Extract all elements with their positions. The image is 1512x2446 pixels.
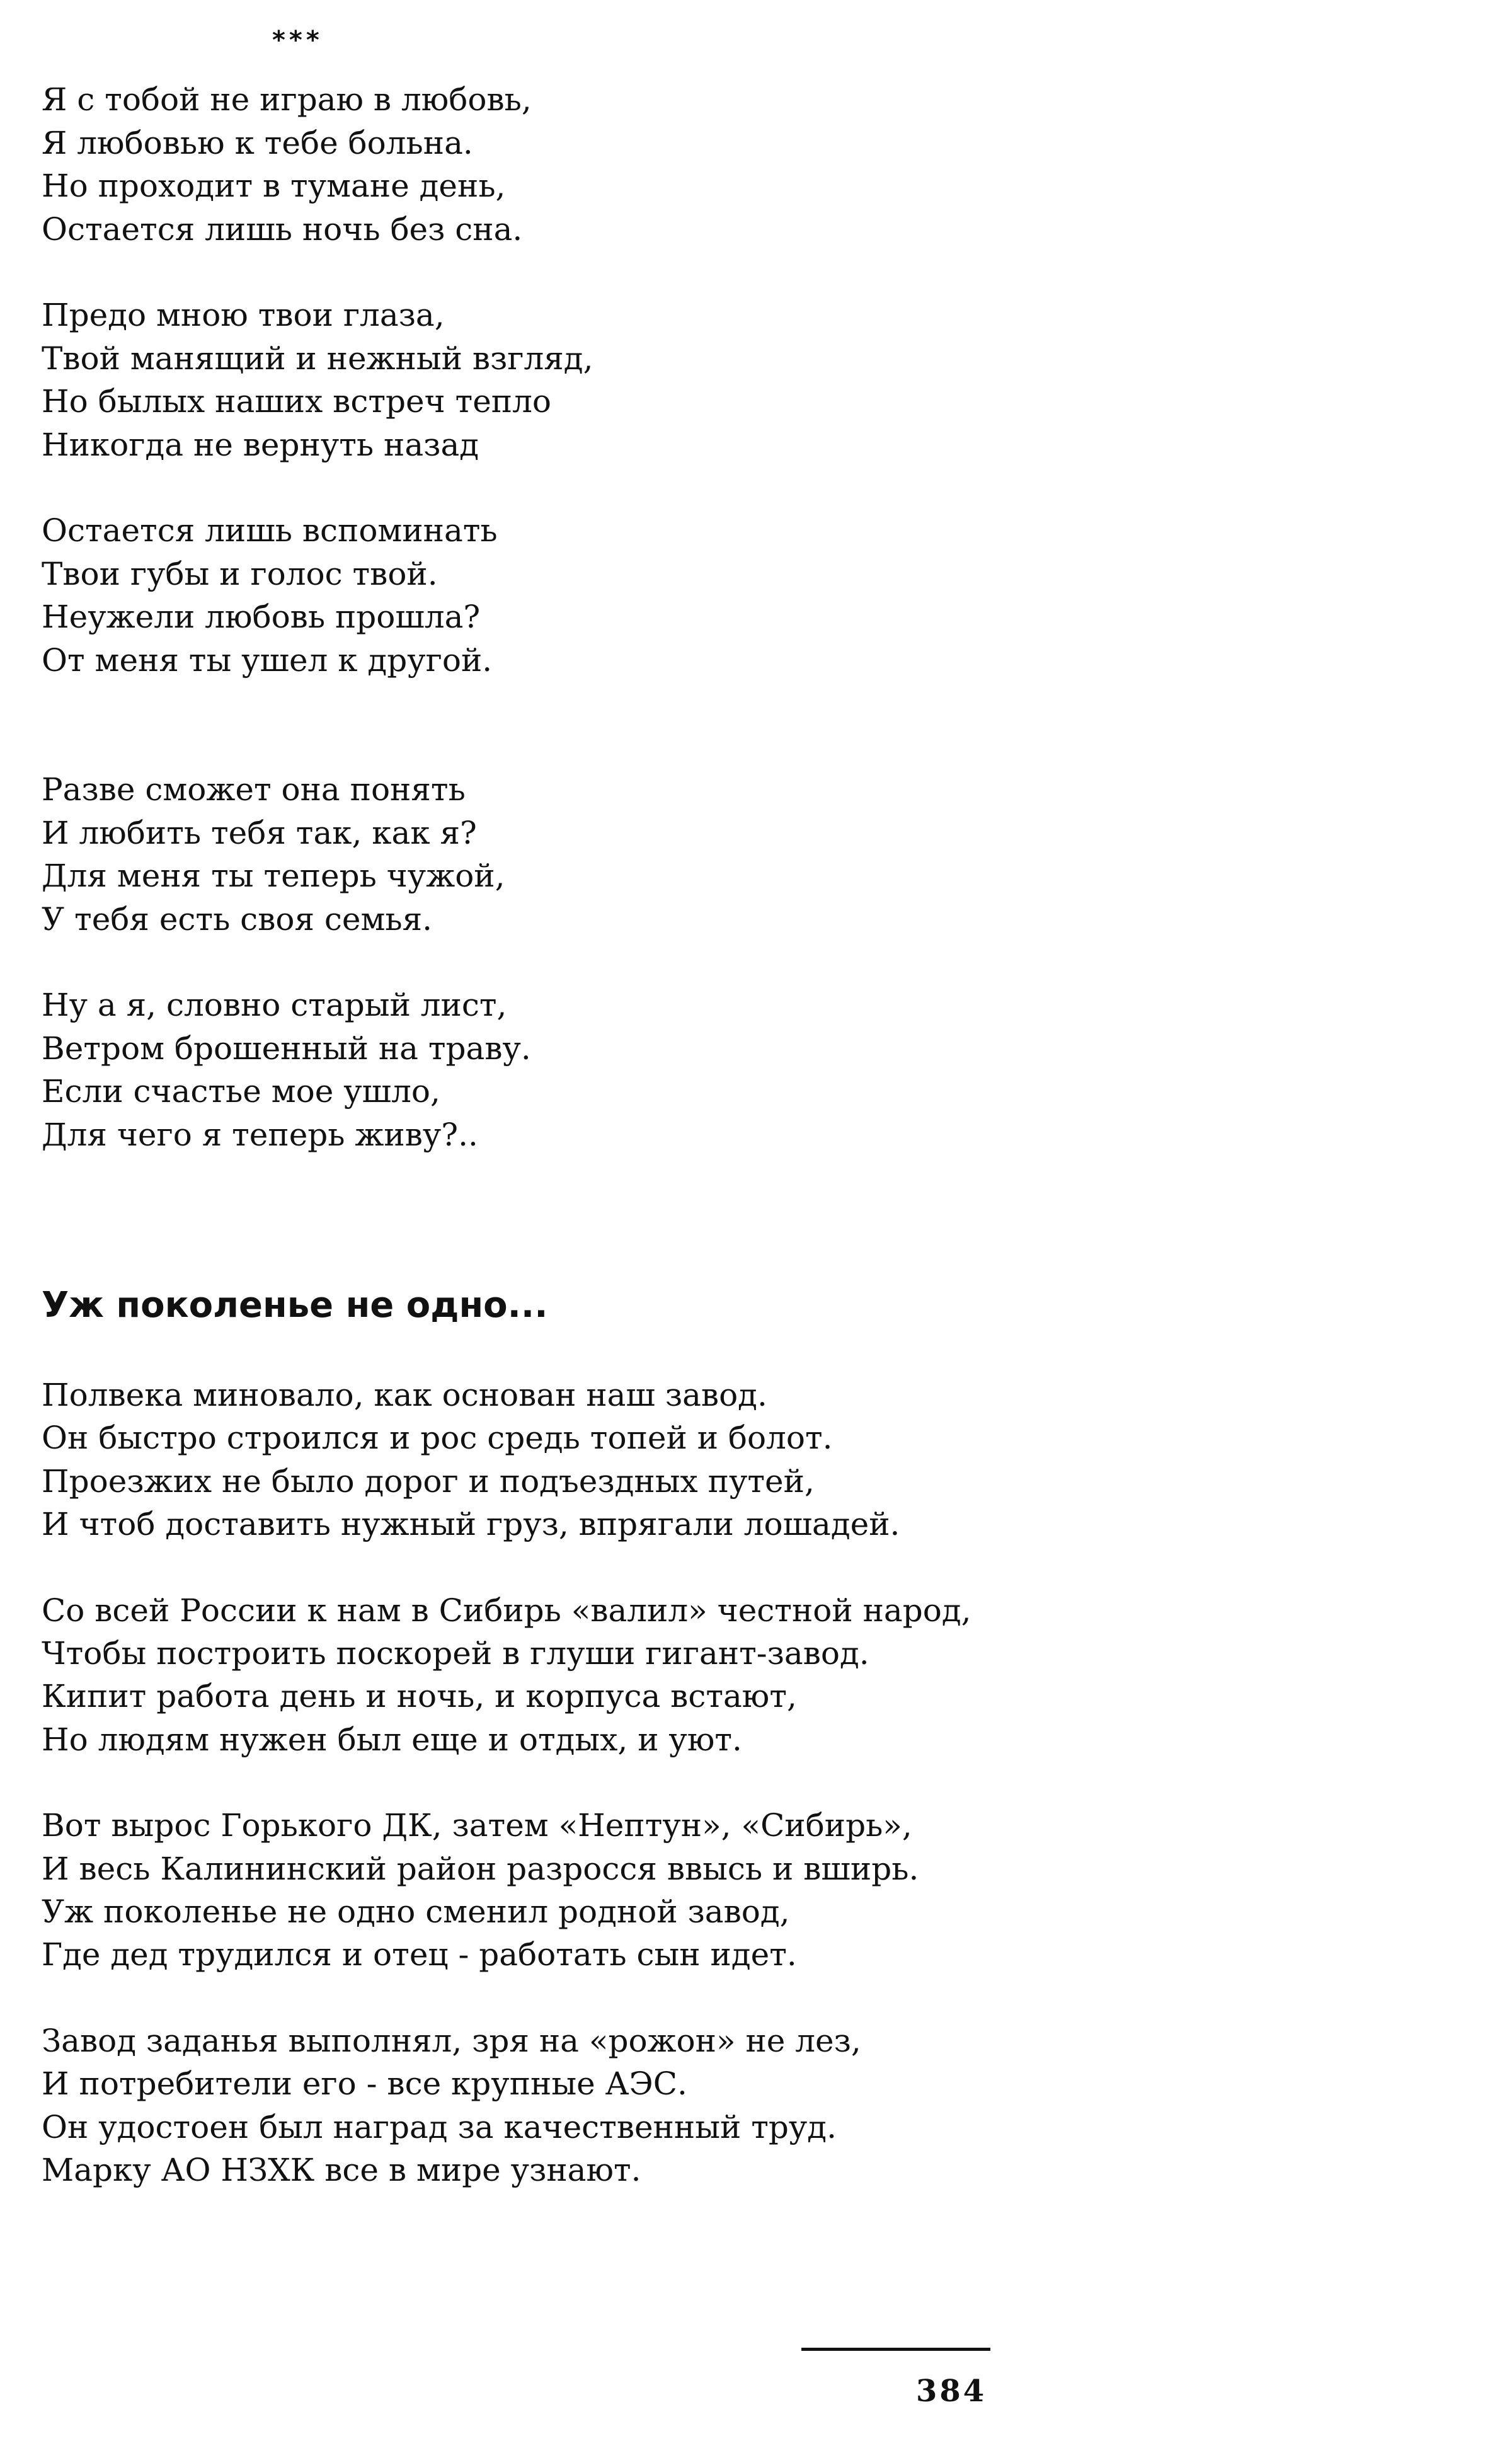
stanza <box>42 768 593 941</box>
verse-line: Ветром брошенный на траву. <box>42 1030 531 1067</box>
stanza <box>42 294 593 466</box>
verse-line: Твой манящий и нежный взгляд, <box>42 340 593 377</box>
poem-plant <box>42 1374 971 2192</box>
stanza <box>42 78 593 251</box>
verse-line: Но людям нужен был еще и отдых, и уют. <box>42 1721 742 1758</box>
verse-line: И любить тебя так, как я? <box>42 814 477 851</box>
verse-line: Но проходит в тумане день, <box>42 168 506 204</box>
verse-line: Но былых наших встреч тепло <box>42 383 551 420</box>
verse-line: Где дед трудился и отец - работать сын идет. <box>42 1936 797 1973</box>
stanza <box>42 509 593 682</box>
verse-line: Марку АО НЗХК все в мире узнают. <box>42 2152 641 2189</box>
verse-line: Для меня ты теперь чужой, <box>42 858 505 894</box>
verse-line: Ну а я, словно старый лист, <box>42 987 507 1023</box>
verse-line: Для чего я теперь живу?.. <box>42 1116 478 1153</box>
verse-line: Твои губы и голос твой. <box>42 555 438 592</box>
poem-untitled <box>42 78 593 1156</box>
verse-line: Я с тобой не играю в любовь, <box>42 81 532 118</box>
verse-line: Кипит работа день и ночь, и корпуса встают, <box>42 1678 797 1715</box>
verse-line: От меня ты ушел к другой. <box>42 641 493 679</box>
verse-line: Завод заданья выполнял, зря на «рожон» не лез, <box>42 2022 861 2059</box>
poem-title: Уж поколенье не одно... <box>42 1285 548 1326</box>
verse-line: Разве сможет она понять <box>42 771 466 808</box>
verse-line: Полвека миновало, как основан наш завод. <box>42 1377 767 1413</box>
stanza <box>42 984 593 1156</box>
stanza <box>42 1804 971 1977</box>
stanza <box>42 1374 971 1546</box>
footer-rule <box>801 2348 990 2351</box>
verse-line: Я любовью к тебе больна. <box>42 124 473 161</box>
stanza <box>42 2019 971 2192</box>
verse-line: И весь Калининский район разросся ввысь и вширь. <box>42 1850 919 1887</box>
verse-line: Он удостоен был наград за качественный труд. <box>42 2108 837 2145</box>
verse-line: Остается лишь ночь без сна. <box>42 210 523 248</box>
verse-line: Предо мною твои глаза, <box>42 297 445 333</box>
verse-line: Остается лишь вспоминать <box>42 512 498 549</box>
stanza <box>42 1589 971 1762</box>
verse-line: У тебя есть своя семья. <box>42 900 433 938</box>
page-number: 384 <box>916 2374 987 2409</box>
verse-line: Никогда не вернуть назад <box>42 426 479 463</box>
verse-line: И потребители его - все крупные АЭС. <box>42 2065 687 2103</box>
verse-line: Чтобы построить поскорей в глуши гигант-завод. <box>42 1635 869 1672</box>
verse-line: Уж поколенье не одно сменил родной завод, <box>42 1893 790 1931</box>
verse-line: Неужели любовь прошла? <box>42 599 481 635</box>
verse-line: Вот вырос Горького ДК, затем «Нептун», «Сибирь», <box>42 1807 912 1844</box>
verse-line: И чтоб доставить нужный груз, впрягали лошадей. <box>42 1506 900 1543</box>
verse-line: Проезжих не было дорог и подъездных путей, <box>42 1462 815 1500</box>
section-ornament: *** <box>272 26 323 55</box>
verse-line: Со всей России к нам в Сибирь «валил» честной народ, <box>42 1592 971 1629</box>
verse-line: Он быстро строился и рос средь топей и болот. <box>42 1420 833 1457</box>
verse-line: Если счастье мое ушло, <box>42 1073 440 1110</box>
